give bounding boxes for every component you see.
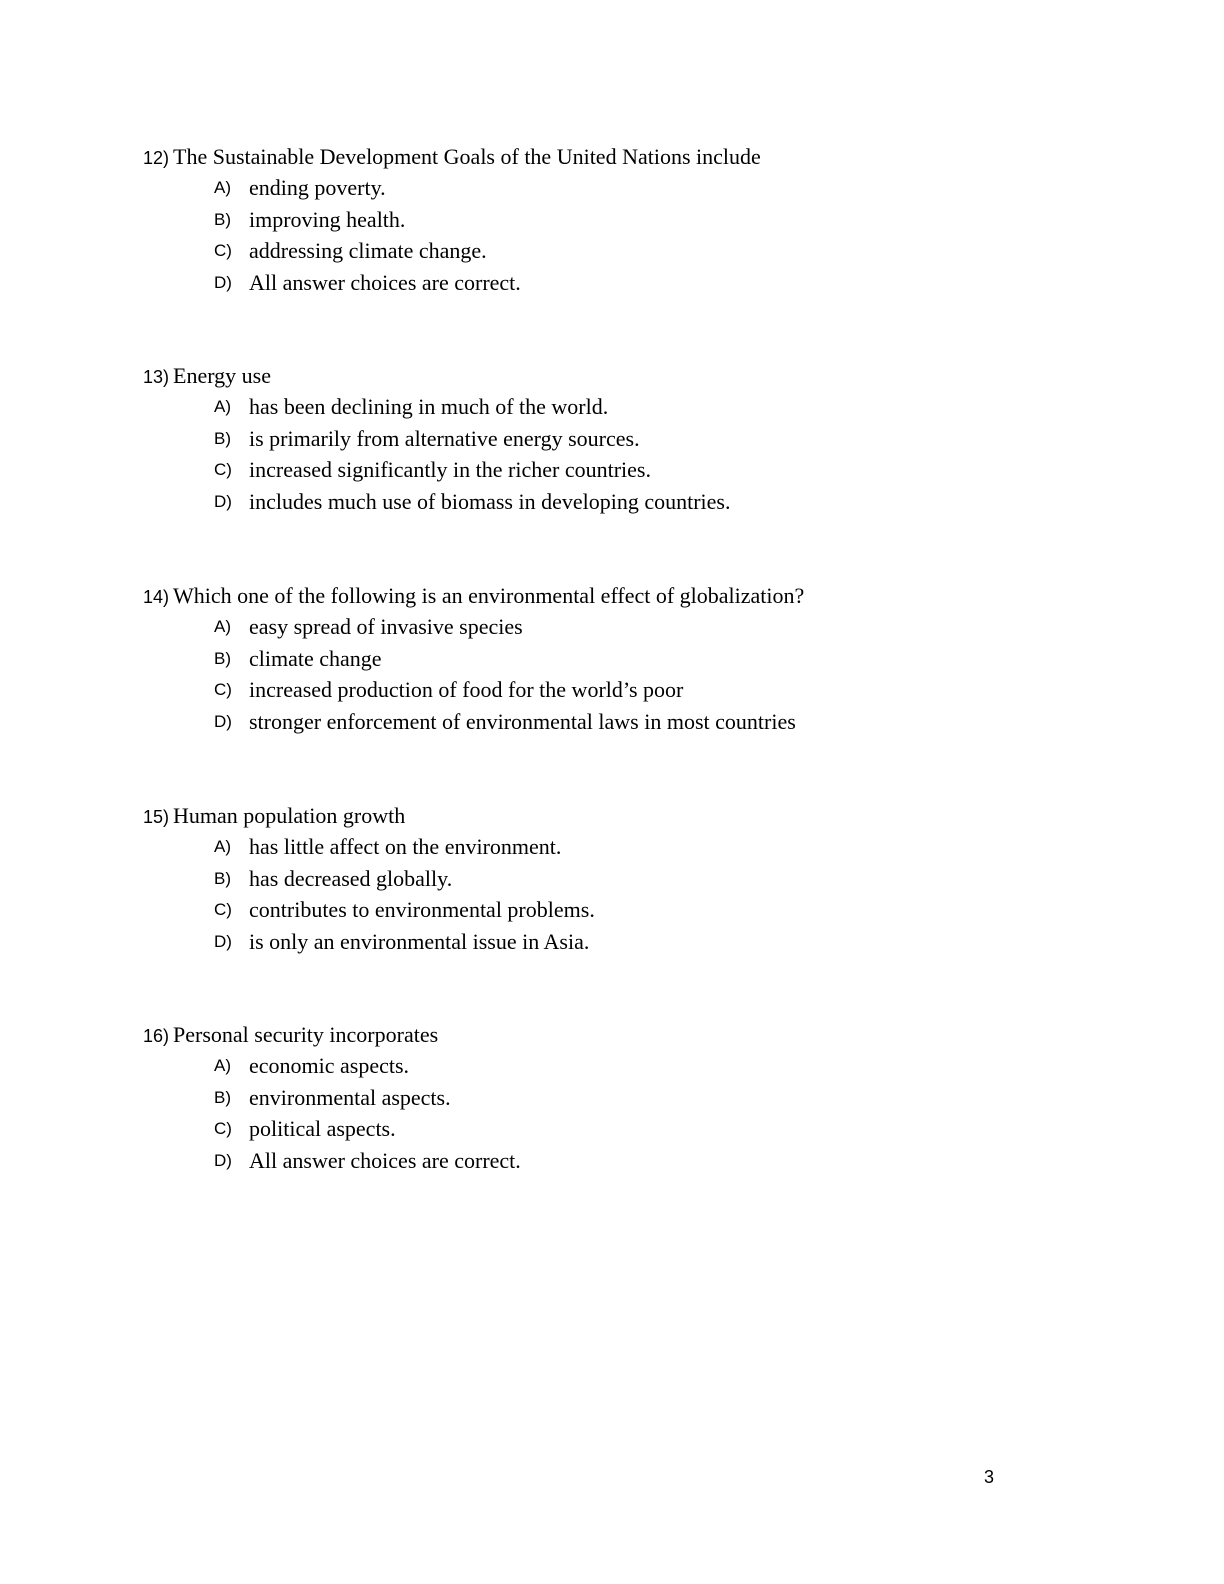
question-stem — [143, 1019, 1143, 1050]
option-d — [143, 926, 1143, 958]
option-b — [143, 1082, 1143, 1114]
option-text: environmental aspects. — [249, 1084, 451, 1110]
question-stem — [143, 360, 1143, 391]
option-letter: C) — [214, 1119, 232, 1138]
option-letter: A) — [214, 837, 231, 856]
option-letter: C) — [214, 900, 232, 919]
option-text: addressing climate change. — [249, 238, 487, 263]
question-stem — [143, 800, 1143, 831]
page-number: 3 — [984, 1467, 995, 1487]
question-16 — [143, 1019, 1143, 1176]
option-c — [143, 235, 1143, 267]
option-text: improving health. — [249, 206, 406, 232]
answer-options — [143, 831, 1143, 957]
option-a — [143, 172, 1143, 204]
question-text: Personal security incorporates — [173, 1022, 439, 1047]
option-text: contributes to environmental problems. — [249, 897, 595, 922]
question-text: Human population growth — [173, 803, 406, 828]
option-letter: C) — [214, 241, 232, 260]
option-d — [143, 706, 1143, 738]
question-stem — [143, 580, 1143, 611]
question-number: 15) — [143, 807, 170, 827]
option-letter: D) — [214, 931, 232, 951]
option-letter: A) — [214, 617, 231, 636]
question-stem — [143, 141, 1143, 172]
question-text: The Sustainable Development Goals of the United Nations include — [173, 144, 761, 169]
option-letter: D) — [214, 491, 232, 511]
option-c — [143, 674, 1143, 706]
question-number: 14) — [143, 587, 170, 607]
option-letter: A) — [214, 397, 231, 416]
option-b — [143, 423, 1143, 455]
option-text: ending poverty. — [249, 175, 386, 200]
option-text: All answer choices are correct. — [249, 1147, 521, 1173]
option-c — [143, 454, 1143, 486]
question-text: Energy use — [173, 363, 271, 388]
option-letter: A) — [214, 178, 231, 197]
option-a — [143, 1050, 1143, 1082]
question-15 — [143, 800, 1143, 957]
option-text: political aspects. — [249, 1116, 396, 1141]
option-letter: D) — [214, 272, 232, 292]
option-letter: B) — [214, 428, 231, 448]
question-number: 13) — [143, 367, 170, 387]
option-text: includes much use of biomass in developing countries. — [249, 488, 731, 514]
option-text: is only an environmental issue in Asia. — [249, 928, 590, 954]
option-letter: D) — [214, 711, 232, 731]
question-text: Which one of the following is an environmental effect of globalization? — [173, 583, 805, 608]
option-letter: B) — [214, 209, 231, 229]
option-text: All answer choices are correct. — [249, 269, 521, 295]
option-text: increased significantly in the richer countries. — [249, 457, 651, 482]
option-a — [143, 831, 1143, 863]
option-letter: D) — [214, 1150, 232, 1170]
option-text: has little affect on the environment. — [249, 834, 562, 859]
answer-options — [143, 172, 1143, 298]
answer-options — [143, 1050, 1143, 1176]
option-a — [143, 611, 1143, 643]
answer-options — [143, 391, 1143, 517]
option-letter: B) — [214, 868, 231, 888]
option-d — [143, 267, 1143, 299]
option-d — [143, 486, 1143, 518]
answer-options — [143, 611, 1143, 737]
option-a — [143, 391, 1143, 423]
option-letter: C) — [214, 460, 232, 479]
option-text: economic aspects. — [249, 1053, 410, 1078]
question-number: 12) — [143, 148, 170, 168]
option-c — [143, 1113, 1143, 1145]
option-text: climate change — [249, 645, 382, 671]
option-text: is primarily from alternative energy sources. — [249, 425, 640, 451]
question-13 — [143, 360, 1143, 517]
question-number: 16) — [143, 1026, 170, 1046]
option-letter: B) — [214, 1087, 231, 1107]
question-14 — [143, 580, 1143, 737]
option-c — [143, 894, 1143, 926]
option-text: has decreased globally. — [249, 865, 453, 891]
option-letter: B) — [214, 648, 231, 668]
option-b — [143, 643, 1143, 675]
question-12 — [143, 141, 1143, 298]
option-text: has been declining in much of the world. — [249, 394, 609, 419]
option-text: increased production of food for the world’s poor — [249, 677, 684, 702]
option-letter: C) — [214, 680, 232, 699]
option-b — [143, 863, 1143, 895]
option-b — [143, 204, 1143, 236]
option-d — [143, 1145, 1143, 1177]
option-text: easy spread of invasive species — [249, 614, 523, 639]
option-text: stronger enforcement of environmental laws in most countries — [249, 708, 796, 734]
option-letter: A) — [214, 1056, 231, 1075]
